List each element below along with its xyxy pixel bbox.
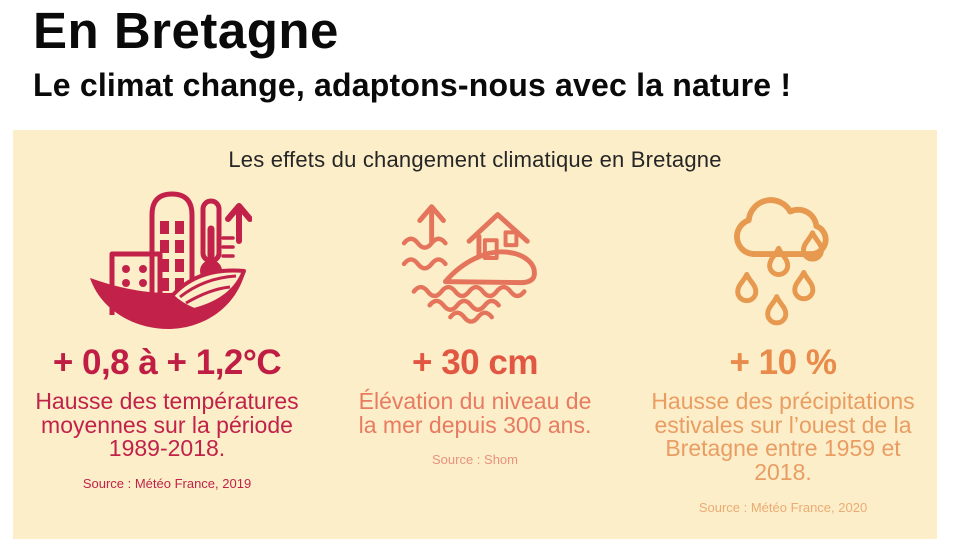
stat-value: + 0,8 à + 1,2°C: [52, 343, 282, 382]
stat-value: + 30 cm: [412, 343, 538, 382]
description-line: Bretagne entre 1959 et: [665, 435, 901, 462]
column-sea-level: [321, 175, 629, 515]
stat-description: [651, 390, 914, 485]
infographic-panel: [13, 130, 937, 539]
stat-value: + 10 %: [729, 343, 837, 382]
description-line: la mer depuis 300 ans.: [358, 411, 592, 438]
description-line: moyennes sur la période: [41, 411, 293, 438]
column-temperatures: [13, 175, 321, 515]
stat-columns: [13, 175, 937, 515]
city-thermometer-icon: [82, 175, 252, 337]
stat-source: Source : Shom: [432, 452, 518, 468]
page-header: [33, 4, 791, 104]
rain-cloud-icon: [711, 175, 856, 337]
panel-heading: Les effets du changement climatique en Bretagne: [228, 147, 722, 172]
description-line: 1989-2018.: [108, 435, 226, 462]
page-title: En Bretagne: [33, 2, 339, 59]
description-line: estivales sur l’ouest de la: [654, 411, 912, 438]
stat-description: [359, 390, 592, 437]
description-line: Élévation du niveau de: [358, 388, 592, 414]
stat-source: Source : Météo France, 2019: [82, 476, 252, 492]
stat-source: Source : Météo France, 2020: [698, 499, 868, 515]
stat-description: [35, 390, 298, 461]
description-line: Hausse des précipitations: [651, 388, 915, 414]
description-line: 2018.: [754, 459, 812, 486]
description-line: Hausse des températures: [35, 388, 299, 414]
page-subtitle: Le climat change, adaptons-nous avec la nature !: [33, 67, 792, 104]
column-precipitations: [629, 175, 937, 515]
sea-level-rise-icon: [396, 175, 554, 337]
